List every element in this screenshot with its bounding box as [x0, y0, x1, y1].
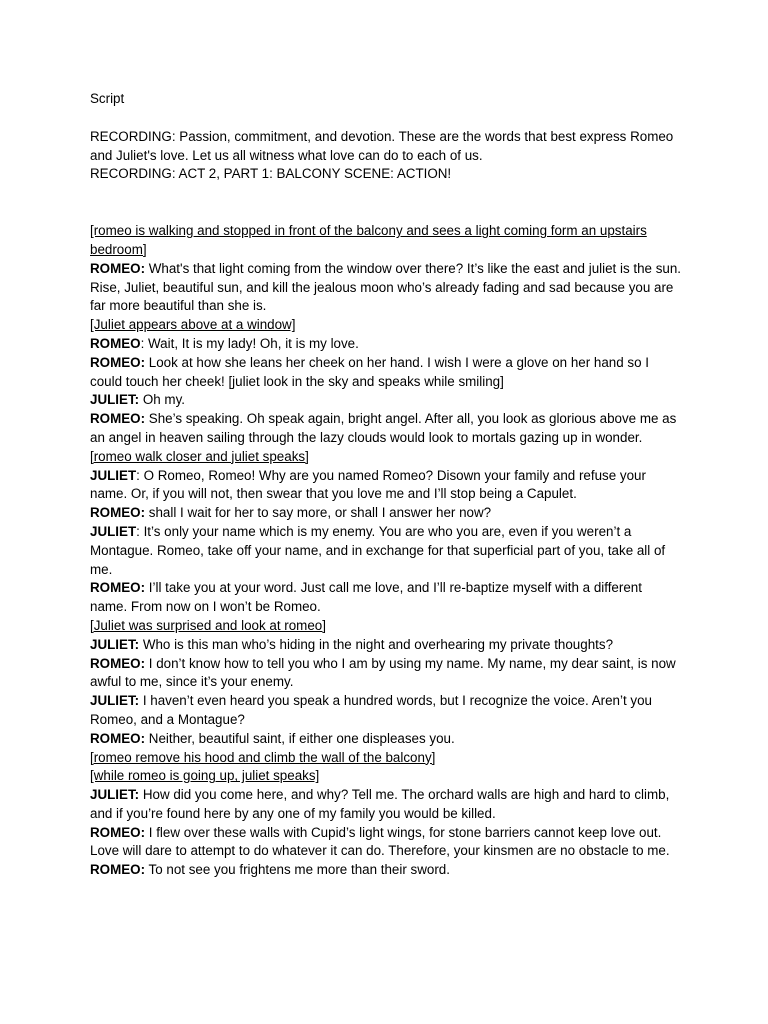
- speaker-name: JULIET:: [90, 392, 140, 408]
- dialogue-text: To not see you frightens me more than their sword.: [145, 862, 450, 878]
- dialogue-text: Look at how she leans her cheek on her hand. I wish I were a glove on her hand so I could touch her cheek! [juliet look in the sky and speaks while smiling]: [90, 354, 650, 389]
- dialogue-text: I haven’t even heard you speak a hundred words, but I recognize the voice. Aren’t you Romeo, and a Montague?: [90, 693, 652, 727]
- dialogue-line: [90, 579, 682, 617]
- speaker-name: ROMEO:: [90, 354, 146, 370]
- dialogue-text: I’ll take you at your word. Just call me love, and I’ll re-baptize myself with a different name. From now on I won’t be Romeo.: [90, 580, 642, 615]
- dialogue-text: I don’t know how to tell you who I am by using my name. My name, my dear saint, is now awful to me, since it’s your enemy.: [90, 655, 676, 690]
- dialogue-text: I flew over these walls with Cupid’s light wings, for stone barriers cannot keep love out. Love will dare to attempt to do whatever it can do. Therefore, your kinsmen are no obstacle to me.: [90, 824, 670, 859]
- speaker-name: ROMEO:: [90, 824, 146, 840]
- dialogue-line: [90, 786, 682, 824]
- speaker-name: JULIET:: [90, 636, 140, 652]
- dialogue-text: How did you come here, and why? Tell me. The orchard walls are high and hard to climb, and if you’re found here by any one of my family you would be killed.: [90, 787, 670, 821]
- dialogue-line: [90, 354, 682, 392]
- dialogue-line: [90, 730, 682, 749]
- recording-line: RECORDING: ACT 2, PART 1: BALCONY SCENE: ACTION!: [90, 166, 452, 182]
- dialogue-line: [90, 523, 682, 579]
- dialogue-text: shall I wait for her to say more, or shall I answer her now?: [145, 505, 492, 521]
- script-page: [90, 90, 682, 880]
- speaker-name: ROMEO:: [90, 411, 146, 427]
- dialogue-text: What's that light coming from the window over there? It’s like the east and juliet is the sun. Rise, Juliet, beautiful sun, and kill the jealous moon who’s already fading and sad because you are far more beautiful than she is.: [90, 260, 682, 314]
- stage-direction: [Juliet appears above at a window]: [90, 317, 296, 333]
- dialogue-text: She’s speaking. Oh speak again, bright angel. After all, you look as glorious above me as an angel in heaven sailing through the lazy clouds would look to mortals gazing up in wonder.: [90, 411, 677, 445]
- dialogue-line: [90, 467, 682, 505]
- dialogue-line: [90, 636, 682, 655]
- dialogue-text: Oh my.: [139, 392, 185, 408]
- dialogue-text: : Wait, It is my lady! Oh, it is my love.: [140, 335, 359, 351]
- speaker-name: ROMEO:: [90, 862, 146, 878]
- dialogue-text: : It’s only your name which is my enemy. You are who you are, even if you weren’t a Montague. Romeo, take off your name, and in exchange for that superficial part of you, take all of me.: [90, 523, 666, 577]
- recording-line: RECORDING: Passion, commitment, and devotion. These are the words that best express Romeo and Juliet's love. Let us all witness what love can do to each of us.: [90, 128, 674, 163]
- dialogue-line: [90, 824, 682, 862]
- speaker-name: JULIET: [90, 467, 137, 483]
- speaker-name: JULIET:: [90, 693, 140, 709]
- speaker-name: JULIET: [90, 523, 137, 539]
- speaker-name: ROMEO:: [90, 580, 146, 596]
- dialogue-text: : O Romeo, Romeo! Why are you named Romeo? Disown your family and refuse your name. Or, if you will not, then swear that you love me and I’ll stop being a Capulet.: [90, 467, 646, 502]
- speaker-name: ROMEO:: [90, 730, 146, 746]
- dialogue-line: [90, 861, 682, 880]
- stage-direction: [Juliet was surprised and look at romeo]: [90, 617, 326, 633]
- stage-direction: [while romeo is going up, juliet speaks]: [90, 768, 320, 784]
- dialogue-line: [90, 692, 682, 730]
- dialogue-line: [90, 504, 682, 523]
- dialogue-line: [90, 655, 682, 693]
- speaker-name: ROMEO:: [90, 505, 146, 521]
- dialogue-line: [90, 410, 682, 448]
- dialogue-text: Who is this man who’s hiding in the night and overhearing my private thoughts?: [139, 636, 614, 652]
- speaker-name: ROMEO:: [90, 260, 146, 276]
- stage-direction: [romeo remove his hood and climb the wall of the balcony]: [90, 749, 436, 765]
- stage-direction: [romeo is walking and stopped in front of the balcony and sees a light coming form an upstairs bedroom]: [90, 223, 647, 257]
- dialogue-line: [90, 391, 682, 410]
- script-body: [90, 222, 682, 880]
- dialogue-line: [90, 260, 682, 316]
- document-title: Script: [90, 91, 125, 106]
- stage-direction: [romeo walk closer and juliet speaks]: [90, 448, 309, 464]
- dialogue-text: Neither, beautiful saint, if either one displeases you.: [145, 730, 455, 746]
- speaker-name: ROMEO: [90, 335, 141, 351]
- recording-intro: [90, 128, 682, 184]
- speaker-name: ROMEO:: [90, 655, 146, 671]
- speaker-name: JULIET:: [90, 787, 140, 803]
- dialogue-line: [90, 335, 682, 354]
